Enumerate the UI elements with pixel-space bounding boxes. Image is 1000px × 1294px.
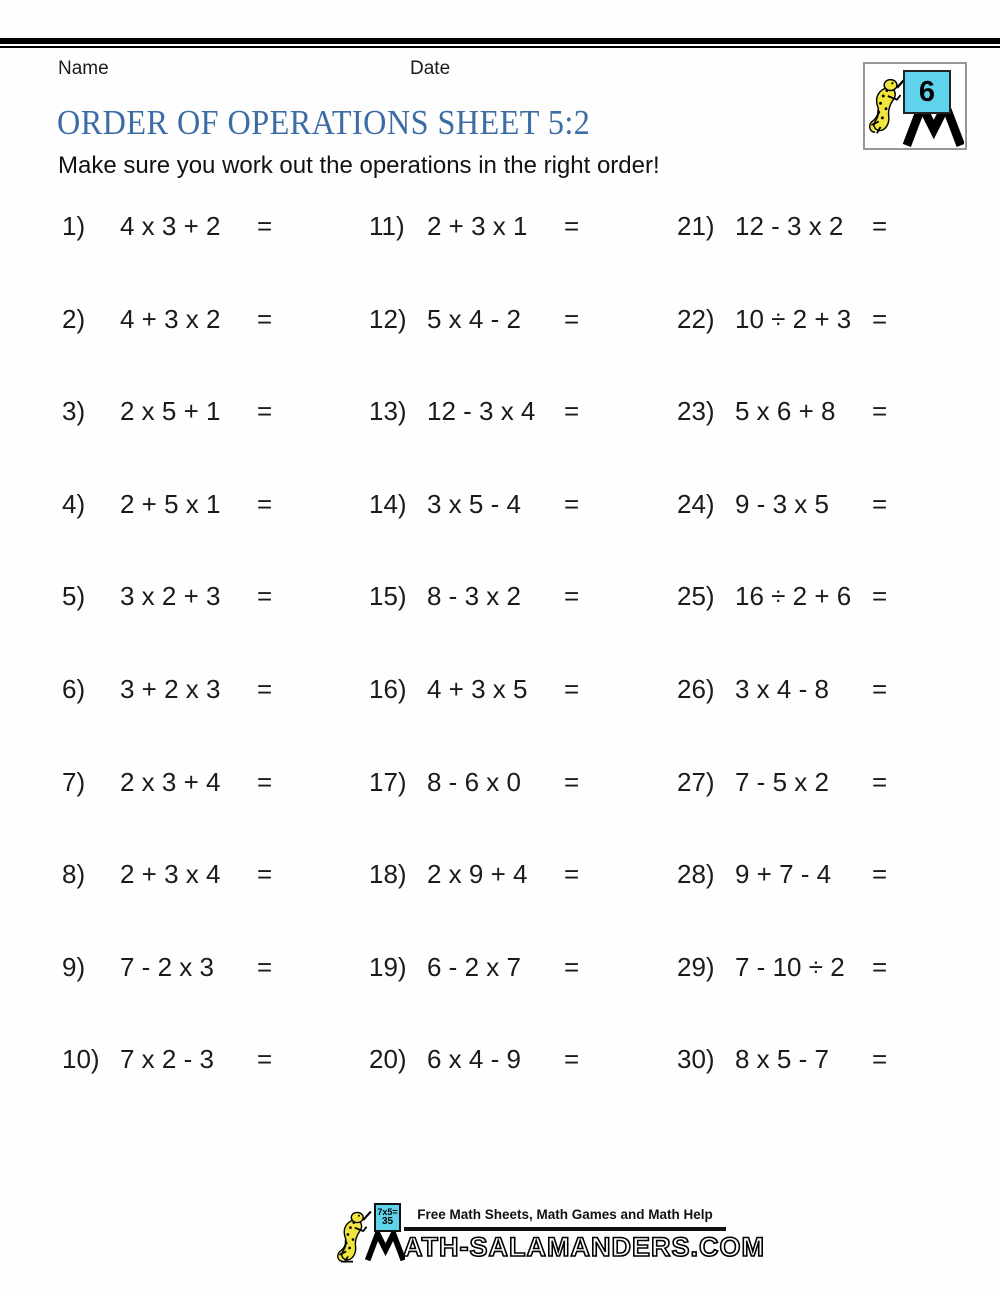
answer-blank	[898, 491, 953, 521]
problem-expression: 3 x 5 - 4	[427, 488, 521, 519]
problem-number: 10)	[62, 1044, 100, 1075]
site-footer-logo	[330, 1200, 765, 1270]
page-title: ORDER OF OPERATIONS SHEET 5:2	[57, 103, 591, 142]
answer-blank	[283, 306, 338, 336]
footer-tagline: Free Math Sheets, Math Games and Math Help	[417, 1207, 713, 1222]
problem-expression: 2 + 3 x 1	[427, 211, 528, 241]
problems-column-1	[62, 203, 362, 1129]
answer-blank	[898, 213, 953, 243]
equals-sign: =	[257, 951, 273, 982]
problem-expression: 2 + 3 x 4	[120, 859, 221, 890]
equals-sign: =	[257, 766, 273, 797]
problem-row	[677, 1036, 977, 1129]
problem-row	[369, 296, 669, 389]
equals-sign: =	[872, 766, 888, 797]
problem-expression: 5 x 4 - 2	[427, 303, 521, 334]
problem-row	[369, 203, 669, 296]
problem-expression: 3 + 2 x 3	[120, 673, 221, 704]
equals-sign: =	[872, 1044, 888, 1075]
equals-sign: =	[257, 303, 273, 334]
problem-number: 17)	[369, 766, 407, 797]
problem-number: 4)	[62, 488, 86, 519]
problem-number: 29)	[677, 951, 715, 982]
problem-number: 23)	[677, 396, 715, 427]
page-subtitle: Make sure you work out the operations in the right order!	[58, 152, 660, 179]
problem-row	[677, 944, 977, 1037]
equals-sign: =	[257, 396, 273, 427]
problem-expression: 2 x 3 + 4	[120, 766, 221, 797]
footer-rule	[404, 1227, 726, 1231]
problem-row	[677, 481, 977, 574]
problem-expression: 4 + 3 x 5	[427, 673, 528, 704]
problem-number: 13)	[369, 396, 407, 427]
problem-expression: 4 x 3 + 2	[120, 211, 221, 241]
problem-row	[369, 944, 669, 1037]
problem-number: 19)	[369, 951, 407, 982]
problem-row	[62, 573, 362, 666]
answer-blank	[898, 583, 953, 613]
answer-blank	[283, 398, 338, 428]
equals-sign: =	[872, 673, 888, 704]
problem-expression: 3 x 2 + 3	[120, 581, 221, 612]
equals-sign: =	[564, 488, 580, 519]
problem-number: 9)	[62, 951, 86, 982]
problem-number: 30)	[677, 1044, 715, 1075]
equals-sign: =	[872, 396, 888, 427]
answer-blank	[590, 769, 645, 799]
problem-expression: 6 - 2 x 7	[427, 951, 521, 982]
problem-row	[369, 481, 669, 574]
problem-row	[62, 203, 362, 296]
problem-expression: 12 - 3 x 2	[735, 211, 844, 241]
problem-expression: 2 x 9 + 4	[427, 859, 528, 890]
answer-blank	[590, 1046, 645, 1076]
equals-sign: =	[564, 1044, 580, 1075]
problem-row	[62, 296, 362, 389]
logo-math-card	[374, 1203, 401, 1232]
problem-row	[677, 759, 977, 852]
answer-blank	[898, 1046, 953, 1076]
problem-number: 15)	[369, 581, 407, 612]
problem-expression: 4 + 3 x 2	[120, 303, 221, 334]
grade-badge	[863, 62, 967, 150]
problem-expression: 7 - 2 x 3	[120, 951, 214, 982]
problem-number: 1)	[62, 211, 86, 241]
answer-blank	[283, 583, 338, 613]
equals-sign: =	[872, 303, 888, 334]
problem-expression: 16 ÷ 2 + 6	[735, 581, 852, 612]
problem-number: 8)	[62, 859, 86, 890]
problem-row	[677, 573, 977, 666]
problems-column-3	[677, 203, 977, 1129]
problem-expression: 7 - 10 ÷ 2	[735, 951, 845, 982]
problem-number: 5)	[62, 581, 86, 612]
equals-sign: =	[257, 673, 273, 704]
problem-row	[677, 666, 977, 759]
problem-row	[62, 666, 362, 759]
equals-sign: =	[257, 859, 273, 890]
grade-number: 6	[918, 75, 936, 108]
name-label: Name	[58, 58, 109, 79]
site-name: ATH-SALAMANDERS.COM	[403, 1232, 765, 1262]
problem-row	[62, 1036, 362, 1129]
answer-blank	[590, 583, 645, 613]
answer-blank	[898, 398, 953, 428]
problem-expression: 8 x 5 - 7	[735, 1044, 829, 1075]
problem-expression: 8 - 6 x 0	[427, 766, 521, 797]
equals-sign: =	[564, 396, 580, 427]
answer-blank	[590, 676, 645, 706]
problem-number: 2)	[62, 303, 86, 334]
answer-blank	[898, 306, 953, 336]
answer-blank	[283, 1046, 338, 1076]
problem-row	[369, 573, 669, 666]
problem-row	[369, 851, 669, 944]
equals-sign: =	[564, 303, 580, 334]
equals-sign: =	[257, 211, 273, 241]
problem-expression: 2 + 5 x 1	[120, 488, 221, 519]
problem-expression: 9 - 3 x 5	[735, 488, 829, 519]
problem-number: 24)	[677, 488, 715, 519]
m-logo-icon	[365, 1229, 405, 1263]
answer-blank	[283, 676, 338, 706]
answer-blank	[283, 861, 338, 891]
problem-number: 12)	[369, 303, 407, 334]
equals-sign: =	[564, 211, 580, 241]
problem-row	[62, 851, 362, 944]
problem-number: 20)	[369, 1044, 407, 1075]
equals-sign: =	[564, 859, 580, 890]
problem-number: 7)	[62, 766, 86, 797]
equals-sign: =	[257, 1044, 273, 1075]
problem-expression: 8 - 3 x 2	[427, 581, 521, 612]
equals-sign: =	[564, 951, 580, 982]
answer-blank	[898, 769, 953, 799]
salamander-icon	[866, 72, 906, 140]
problem-row	[62, 388, 362, 481]
answer-blank	[898, 861, 953, 891]
problem-row	[62, 759, 362, 852]
problem-row	[62, 944, 362, 1037]
problem-row	[369, 666, 669, 759]
problem-row	[369, 759, 669, 852]
problem-expression: 7 x 2 - 3	[120, 1044, 214, 1075]
problem-expression: 6 x 4 - 9	[427, 1044, 521, 1075]
problem-expression: 2 x 5 + 1	[120, 396, 221, 427]
answer-blank	[590, 491, 645, 521]
equals-sign: =	[872, 488, 888, 519]
grade-number-card	[903, 70, 951, 114]
problem-row	[677, 388, 977, 481]
answer-blank	[898, 954, 953, 984]
problems-column-2	[369, 203, 669, 1129]
problem-number: 11)	[369, 211, 405, 241]
answer-blank	[283, 213, 338, 243]
problem-row	[677, 296, 977, 389]
answer-blank	[283, 491, 338, 521]
logo-card-line1: 7x5=	[377, 1207, 398, 1217]
answer-blank	[283, 769, 338, 799]
equals-sign: =	[257, 581, 273, 612]
date-label: Date	[410, 58, 451, 79]
problem-expression: 7 - 5 x 2	[735, 766, 829, 797]
problem-expression: 3 x 4 - 8	[735, 673, 829, 704]
problem-number: 3)	[62, 396, 86, 427]
answer-blank	[283, 954, 338, 984]
problem-number: 6)	[62, 673, 86, 704]
answer-blank	[590, 306, 645, 336]
answer-blank	[590, 398, 645, 428]
equals-sign: =	[872, 211, 888, 241]
problem-number: 16)	[369, 673, 407, 704]
answer-blank	[590, 861, 645, 891]
problem-number: 28)	[677, 859, 715, 890]
problem-row	[677, 851, 977, 944]
answer-blank	[590, 213, 645, 243]
equals-sign: =	[564, 766, 580, 797]
problem-number: 26)	[677, 673, 715, 704]
problem-row	[369, 388, 669, 481]
equals-sign: =	[564, 581, 580, 612]
problem-expression: 10 ÷ 2 + 3	[735, 303, 852, 334]
problem-number: 27)	[677, 766, 715, 797]
answer-blank	[590, 954, 645, 984]
problem-number: 14)	[369, 488, 407, 519]
problem-number: 21)	[677, 211, 715, 241]
problem-expression: 5 x 6 + 8	[735, 396, 836, 427]
logo-card-line2: 35	[381, 1216, 394, 1227]
problem-expression: 12 - 3 x 4	[427, 396, 536, 427]
equals-sign: =	[872, 581, 888, 612]
top-double-rule	[0, 38, 1000, 48]
answer-blank	[898, 676, 953, 706]
equals-sign: =	[257, 488, 273, 519]
problem-number: 18)	[369, 859, 407, 890]
equals-sign: =	[564, 673, 580, 704]
problem-number: 22)	[677, 303, 715, 334]
problem-row	[677, 203, 977, 296]
problem-expression: 9 + 7 - 4	[735, 859, 832, 890]
problem-row	[369, 1036, 669, 1129]
equals-sign: =	[872, 859, 888, 890]
equals-sign: =	[872, 951, 888, 982]
problem-number: 25)	[677, 581, 715, 612]
problem-row	[62, 481, 362, 574]
